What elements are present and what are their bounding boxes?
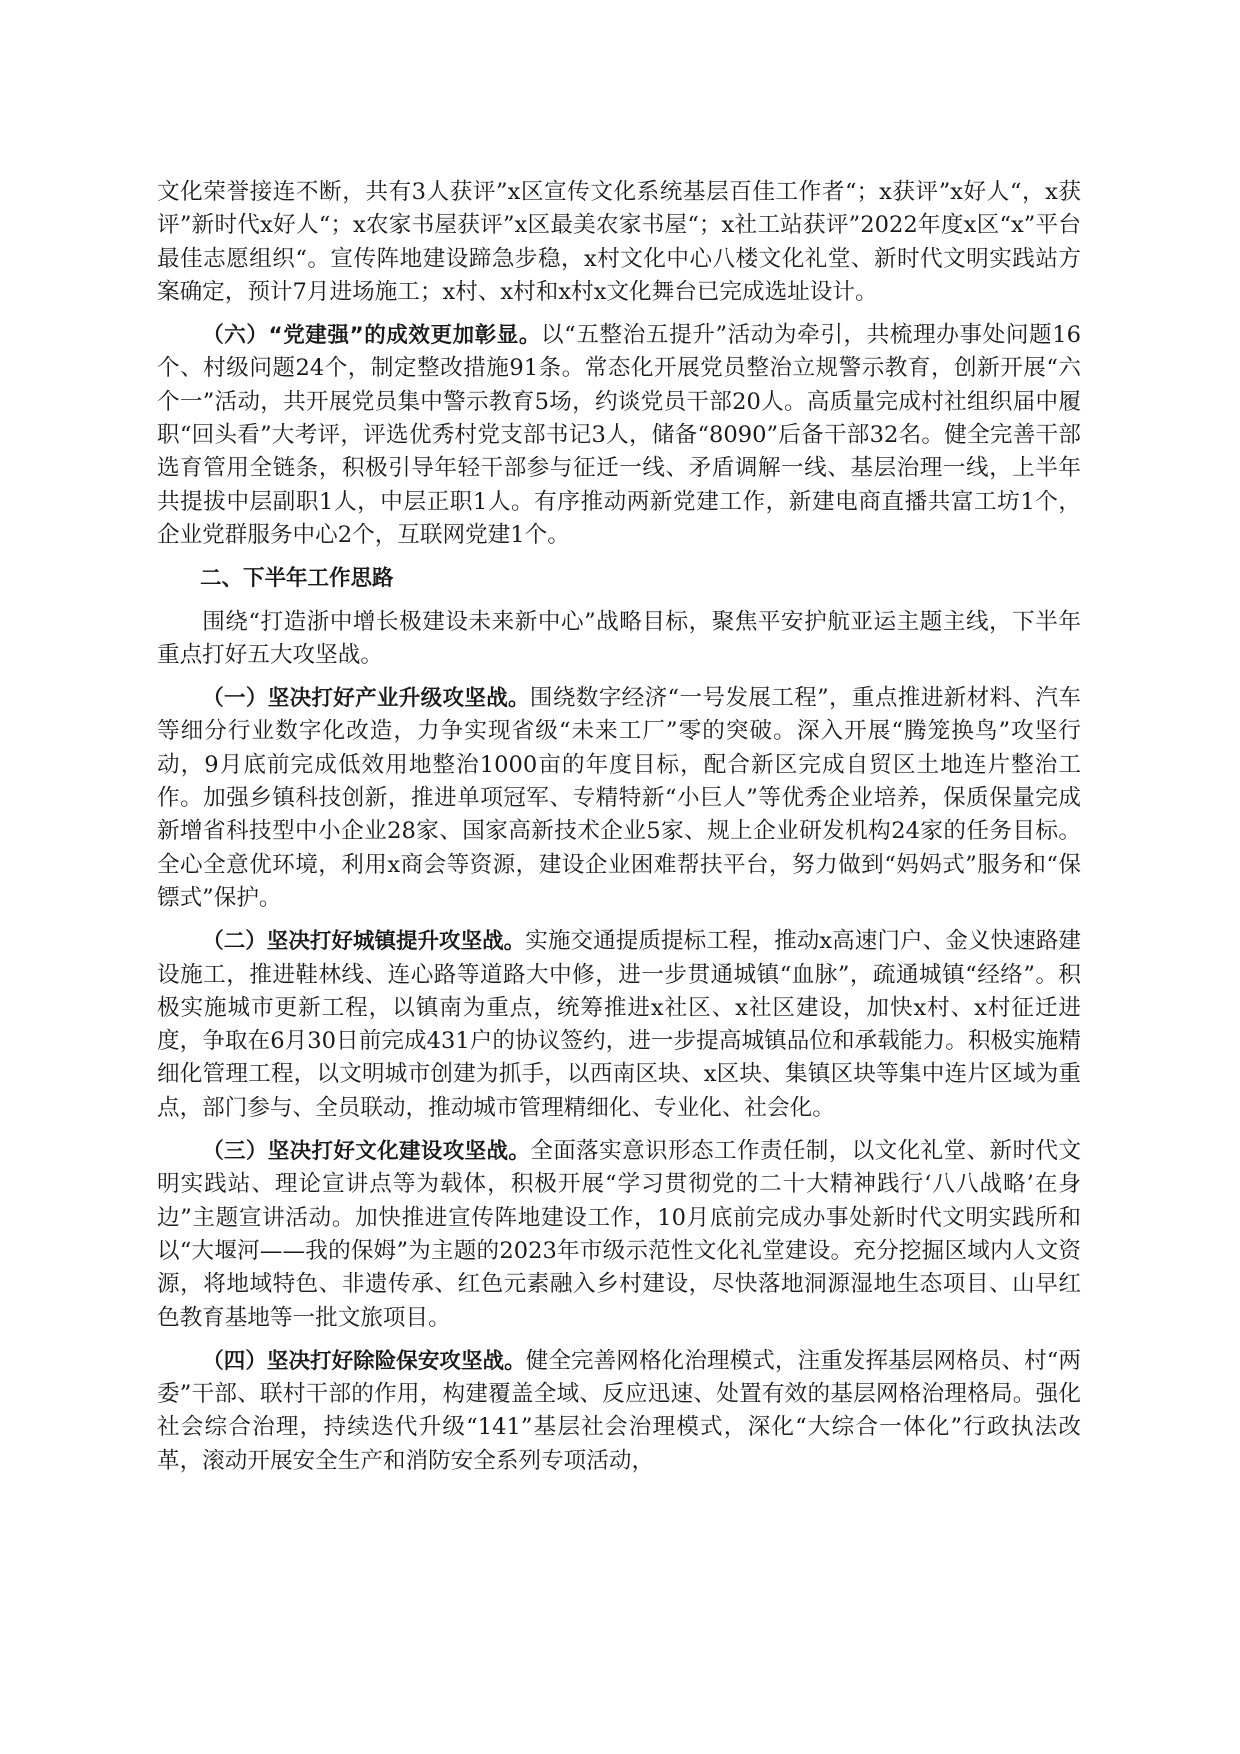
paragraph-lead: （一）坚决打好产业升级攻坚战。	[202, 686, 530, 712]
paragraph-safety	[157, 1345, 1081, 1478]
paragraph-body: 全面落实意识形态工作责任制，以文化礼堂、新时代文明实践站、理论宣讲点等为载体，积极开展“学习贯彻党的二十大精神践行‘八八战略’在身边”主题宣讲活动。加快推进宣传阵地建设工作，10月底前完成办事处新时代文明实践所和以“大堰河——我的保姆”为主题的2023年市级示范性文化礼堂建设。充分挖掘区域内人文资源，将地域特色、非遗传承、红色元素融入乡村建设，尽快落地洞源湿地生态项目、山早红色教育基地等一批文旅项目。	[157, 1138, 1081, 1331]
paragraph-lead: （二）坚决打好城镇提升攻坚战。	[202, 929, 526, 955]
paragraph-lead: （三）坚决打好文化建设攻坚战。	[202, 1139, 531, 1165]
paragraph-body: 围绕数字经济“一号发展工程”，重点推进新材料、汽车等细分行业数字化改造，力争实现省级“未来工厂”零的突破。深入开展“腾笼换鸟”攻坚行动，9月底前完成低效用地整治1000亩的年度目标，配合新区完成自贸区土地连片整治工作。加强乡镇科技创新，推进单项冠军、专精特新“小巨人”等优秀企业培养，保质保量完成新增省科技型中小企业28家、国家高新技术企业5家、规上企业研发机构24家的任务目标。全心全意优环境，利用x商会等资源，建设企业困难帮扶平台，努力做到“妈妈式”服务和“保镖式”保护。	[157, 685, 1081, 911]
paragraph-culture-construction	[157, 1135, 1081, 1335]
paragraph-lead: （四）坚决打好除险保安攻坚战。	[202, 1348, 526, 1374]
paragraph-body: 以“五整治五提升”活动为牵引，共梳理办事处问题16个、村级问题24个，制定整改措施91条。常态化开展党员整治立规警示教育，创新开展“六个一”活动，共开展党员集中警示教育5场，约谈党员干部20人。高质量完成村社组织届中履职“回头看”大考评，评选优秀村党支部书记3人，储备“8090”后备干部32名。健全完善干部选育管用全链条，积极引导年轻干部参与征迁一线、矛盾调解一线、基层治理一线，上半年共提拔中层副职1人，中层正职1人。有序推动两新党建工作，新建电商直播共富工坊1个，企业党群服务中心2个，互联网党建1个。	[157, 322, 1081, 548]
paragraph-body: 健全完善网格化治理模式，注重发挥基层网格员、村“两委”干部、联村干部的作用，构建覆盖全域、反应迅速、处置有效的基层网格治理格局。强化社会综合治理，持续迭代升级“141”基层社会治理模式，深化“大综合一体化”行政执法改革，滚动开展安全生产和消防安全系列专项活动，	[157, 1347, 1081, 1474]
paragraph-industry-upgrade	[157, 682, 1081, 915]
paragraph-town-upgrade	[157, 925, 1081, 1125]
document-page	[157, 176, 1081, 1488]
paragraph-lead: （六）“党建强”的成效更加彰显。	[202, 323, 541, 349]
section-heading: 二、下半年工作思路	[200, 566, 394, 592]
paragraph-body: 实施交通提质提标工程，推动x高速门户、金义快速路建设施工，推进鞋林线、连心路等道路大中修，进一步贯通城镇“血脉”，疏通城镇“经络”。积极实施城市更新工程，以镇南为重点，统筹推进x社区、x社区建设，加快x村、x村征迁进度，争取在6月30日前完成431户的协议签约，进一步提高城镇品位和承载能力。积极实施精细化管理工程，以文明城市创建为抓手，以西南区块、x区块、集镇区块等集中连片区域为重点，部门参与、全员联动，推动城市管理精细化、专业化、社会化。	[157, 928, 1081, 1121]
paragraph-section-intro: 围绕“打造浙中增长极建设未来新中心”战略目标，聚焦平安护航亚运主题主线，下半年重点打好五大攻坚战。	[157, 608, 1081, 668]
paragraph-party-building	[157, 319, 1081, 552]
paragraph-continued: 文化荣誉接连不断，共有3人获评”x区宣传文化系统基层百佳工作者“；x获评”x好人“，x获评”新时代x好人“；x农家书屋获评”x区最美农家书屋“；x社工站获评”2022年度x区“x”平台最佳志愿组织“。宣传阵地建设蹄急步稳，x村文化中心八楼文化礼堂、新时代文明实践站方案确定，预计7月进场施工；x村、x村和x村x文化舞台已完成选址设计。	[157, 179, 1081, 305]
